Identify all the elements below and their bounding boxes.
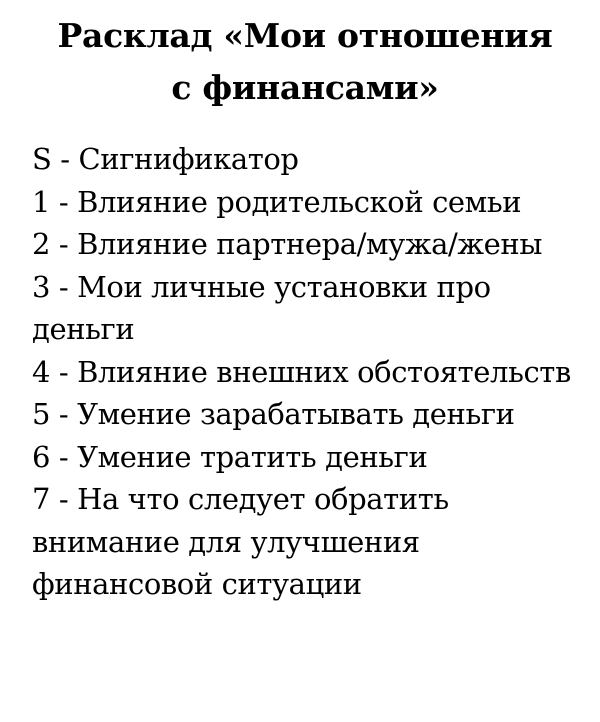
- title-line-1: Расклад «Мои отношения: [57, 16, 553, 55]
- position-3: 3 - Мои личные установки про деньги: [32, 269, 491, 346]
- title-line-2: с финансами»: [171, 68, 439, 107]
- position-significator: S - Сигнификатор: [32, 142, 299, 176]
- position-list: [32, 138, 578, 606]
- position-7: 7 - На что следует обратить внимание для улучшения финансовой ситуации: [32, 482, 449, 601]
- position-1: 1 - Влияние родительской семьи: [32, 184, 522, 219]
- position-2: 2 - Влияние партнера/мужа/жены: [32, 227, 543, 261]
- page-title: [32, 10, 578, 114]
- position-6: 6 - Умение тратить деньги: [32, 439, 428, 474]
- position-5: 5 - Умение зарабатывать деньги: [32, 397, 515, 431]
- position-4: 4 - Влияние внешних обстоятельств: [32, 354, 571, 389]
